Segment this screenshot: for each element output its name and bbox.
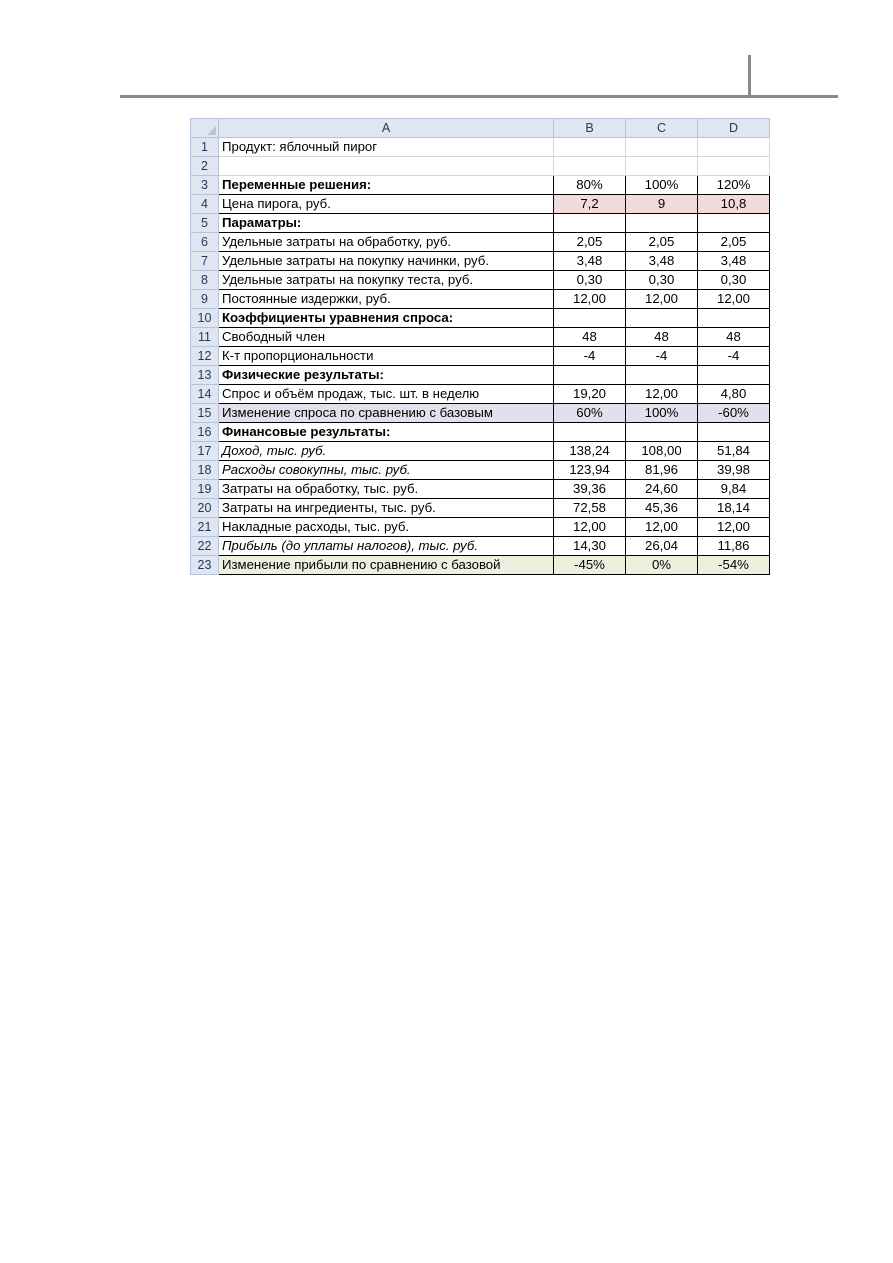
row-header[interactable]: 18 (191, 461, 219, 480)
cell-b[interactable] (554, 214, 626, 233)
cell-a[interactable]: Коэффициенты уравнения спроса: (219, 309, 554, 328)
cell-a[interactable]: Прибыль (до уплаты налогов), тыс. руб. (219, 537, 554, 556)
cell-b[interactable] (554, 157, 626, 176)
row-header[interactable]: 3 (191, 176, 219, 195)
cell-c[interactable]: 9 (626, 195, 698, 214)
cell-a[interactable]: Накладные расходы, тыс. руб. (219, 518, 554, 537)
header-rule (120, 95, 838, 98)
row-header[interactable]: 20 (191, 499, 219, 518)
cell-a[interactable]: Свободный член (219, 328, 554, 347)
cell-a[interactable]: Постоянные издержки, руб. (219, 290, 554, 309)
cell-d[interactable]: 3,48 (698, 252, 770, 271)
sheet-row (191, 157, 770, 176)
row-header[interactable]: 19 (191, 480, 219, 499)
cell-b[interactable]: 138,24 (554, 442, 626, 461)
cell-c[interactable]: 100% (626, 176, 698, 195)
sheet-row (191, 423, 770, 442)
cell-d[interactable]: -60% (698, 404, 770, 423)
cell-b[interactable]: 72,58 (554, 499, 626, 518)
sheet-row (191, 480, 770, 499)
sheet-row (191, 385, 770, 404)
sheet-row (191, 499, 770, 518)
cell-b[interactable]: 0,30 (554, 271, 626, 290)
row-header[interactable]: 8 (191, 271, 219, 290)
column-header-a[interactable]: A (219, 119, 554, 138)
cell-d[interactable] (698, 138, 770, 157)
cell-c[interactable]: -4 (626, 347, 698, 366)
row-header[interactable]: 15 (191, 404, 219, 423)
cell-d[interactable]: 0,30 (698, 271, 770, 290)
cell-c[interactable] (626, 309, 698, 328)
cell-c[interactable]: 12,00 (626, 290, 698, 309)
cell-a[interactable]: Изменение спроса по сравнению с базовым (219, 404, 554, 423)
cell-c[interactable]: 100% (626, 404, 698, 423)
cell-d[interactable] (698, 214, 770, 233)
cell-b[interactable]: 7,2 (554, 195, 626, 214)
sheet-row (191, 271, 770, 290)
row-header[interactable]: 14 (191, 385, 219, 404)
cell-d[interactable]: 11,86 (698, 537, 770, 556)
sheet-row (191, 442, 770, 461)
cell-d[interactable]: 18,14 (698, 499, 770, 518)
row-header[interactable]: 23 (191, 556, 219, 575)
cell-b[interactable]: 3,48 (554, 252, 626, 271)
cell-a[interactable]: К-т пропорциональности (219, 347, 554, 366)
cell-b[interactable]: -45% (554, 556, 626, 575)
sheet-row (191, 518, 770, 537)
cell-a[interactable]: Доход, тыс. руб. (219, 442, 554, 461)
row-header[interactable]: 5 (191, 214, 219, 233)
cell-a[interactable]: Финансовые результаты: (219, 423, 554, 442)
cell-b[interactable]: 80% (554, 176, 626, 195)
cell-a[interactable]: Переменные решения: (219, 176, 554, 195)
row-header[interactable]: 21 (191, 518, 219, 537)
row-header[interactable]: 4 (191, 195, 219, 214)
cell-d[interactable]: 10,8 (698, 195, 770, 214)
sheet-row (191, 233, 770, 252)
cell-c[interactable]: 26,04 (626, 537, 698, 556)
cell-a[interactable]: Изменение прибыли по сравнению с базовой (219, 556, 554, 575)
row-header[interactable]: 9 (191, 290, 219, 309)
cell-a[interactable]: Затраты на обработку, тыс. руб. (219, 480, 554, 499)
row-header[interactable]: 10 (191, 309, 219, 328)
cell-d[interactable]: 9,84 (698, 480, 770, 499)
cell-d[interactable]: 51,84 (698, 442, 770, 461)
sheet-row (191, 214, 770, 233)
cell-a[interactable]: Параматры: (219, 214, 554, 233)
cell-c[interactable]: 2,05 (626, 233, 698, 252)
row-header[interactable]: 11 (191, 328, 219, 347)
column-header-b[interactable]: B (554, 119, 626, 138)
row-header[interactable]: 13 (191, 366, 219, 385)
cell-c[interactable]: 48 (626, 328, 698, 347)
cell-a[interactable]: Удельные затраты на обработку, руб. (219, 233, 554, 252)
cell-a[interactable]: Продукт: яблочный пирог (219, 138, 554, 157)
sheet-row (191, 366, 770, 385)
cell-c[interactable] (626, 366, 698, 385)
cell-d[interactable] (698, 366, 770, 385)
sheet-row (191, 556, 770, 575)
cell-d[interactable]: 4,80 (698, 385, 770, 404)
row-header[interactable]: 17 (191, 442, 219, 461)
sheet-row (191, 347, 770, 366)
column-header-d[interactable]: D (698, 119, 770, 138)
header-tick (748, 55, 751, 96)
cell-b[interactable]: 12,00 (554, 290, 626, 309)
cell-a[interactable]: Удельные затраты на покупку начинки, руб. (219, 252, 554, 271)
sheet-row (191, 309, 770, 328)
cell-d[interactable]: 39,98 (698, 461, 770, 480)
cell-d[interactable]: 12,00 (698, 290, 770, 309)
cell-b[interactable]: 123,94 (554, 461, 626, 480)
cell-c[interactable] (626, 214, 698, 233)
cell-a[interactable]: Затраты на ингредиенты, тыс. руб. (219, 499, 554, 518)
sheet-row (191, 176, 770, 195)
cell-d[interactable]: 120% (698, 176, 770, 195)
cell-b[interactable]: 60% (554, 404, 626, 423)
sheet-row (191, 328, 770, 347)
sheet-row (191, 290, 770, 309)
cell-a[interactable] (219, 157, 554, 176)
sheet-row (191, 252, 770, 271)
cell-b[interactable]: -4 (554, 347, 626, 366)
cell-d[interactable] (698, 423, 770, 442)
cell-c[interactable]: 3,48 (626, 252, 698, 271)
cell-d[interactable]: 12,00 (698, 518, 770, 537)
cell-c[interactable] (626, 423, 698, 442)
column-header-row (191, 119, 770, 138)
cell-d[interactable] (698, 309, 770, 328)
cell-d[interactable]: 48 (698, 328, 770, 347)
select-all-corner[interactable] (191, 119, 219, 138)
cell-c[interactable]: 12,00 (626, 518, 698, 537)
row-header[interactable]: 1 (191, 138, 219, 157)
cell-b[interactable] (554, 366, 626, 385)
cell-a[interactable]: Цена пирога, руб. (219, 195, 554, 214)
cell-d[interactable]: 2,05 (698, 233, 770, 252)
cell-b[interactable]: 48 (554, 328, 626, 347)
cell-c[interactable]: 0,30 (626, 271, 698, 290)
cell-b[interactable] (554, 138, 626, 157)
row-header[interactable]: 7 (191, 252, 219, 271)
cell-c[interactable]: 0% (626, 556, 698, 575)
cell-d[interactable]: -54% (698, 556, 770, 575)
row-header[interactable]: 16 (191, 423, 219, 442)
cell-b[interactable] (554, 423, 626, 442)
sheet-row (191, 138, 770, 157)
cell-c[interactable]: 108,00 (626, 442, 698, 461)
cell-a[interactable]: Физические результаты: (219, 366, 554, 385)
cell-a[interactable]: Расходы совокупны, тыс. руб. (219, 461, 554, 480)
row-header[interactable]: 22 (191, 537, 219, 556)
cell-b[interactable]: 12,00 (554, 518, 626, 537)
cell-c[interactable] (626, 157, 698, 176)
cell-d[interactable] (698, 157, 770, 176)
cell-a[interactable]: Спрос и объём продаж, тыс. шт. в неделю (219, 385, 554, 404)
cell-b[interactable]: 19,20 (554, 385, 626, 404)
cell-c[interactable] (626, 138, 698, 157)
sheet-row (191, 404, 770, 423)
cell-b[interactable]: 14,30 (554, 537, 626, 556)
spreadsheet (190, 118, 770, 575)
cell-b[interactable]: 2,05 (554, 233, 626, 252)
cell-d[interactable]: -4 (698, 347, 770, 366)
cell-b[interactable]: 39,36 (554, 480, 626, 499)
row-header[interactable]: 2 (191, 157, 219, 176)
sheet-row (191, 461, 770, 480)
sheet-row (191, 537, 770, 556)
cell-c[interactable]: 24,60 (626, 480, 698, 499)
cell-c[interactable]: 81,96 (626, 461, 698, 480)
cell-b[interactable] (554, 309, 626, 328)
sheet-row (191, 195, 770, 214)
cell-c[interactable]: 45,36 (626, 499, 698, 518)
column-header-c[interactable]: C (626, 119, 698, 138)
row-header[interactable]: 6 (191, 233, 219, 252)
cell-c[interactable]: 12,00 (626, 385, 698, 404)
corner-triangle-icon (207, 126, 216, 135)
cell-a[interactable]: Удельные затраты на покупку теста, руб. (219, 271, 554, 290)
row-header[interactable]: 12 (191, 347, 219, 366)
